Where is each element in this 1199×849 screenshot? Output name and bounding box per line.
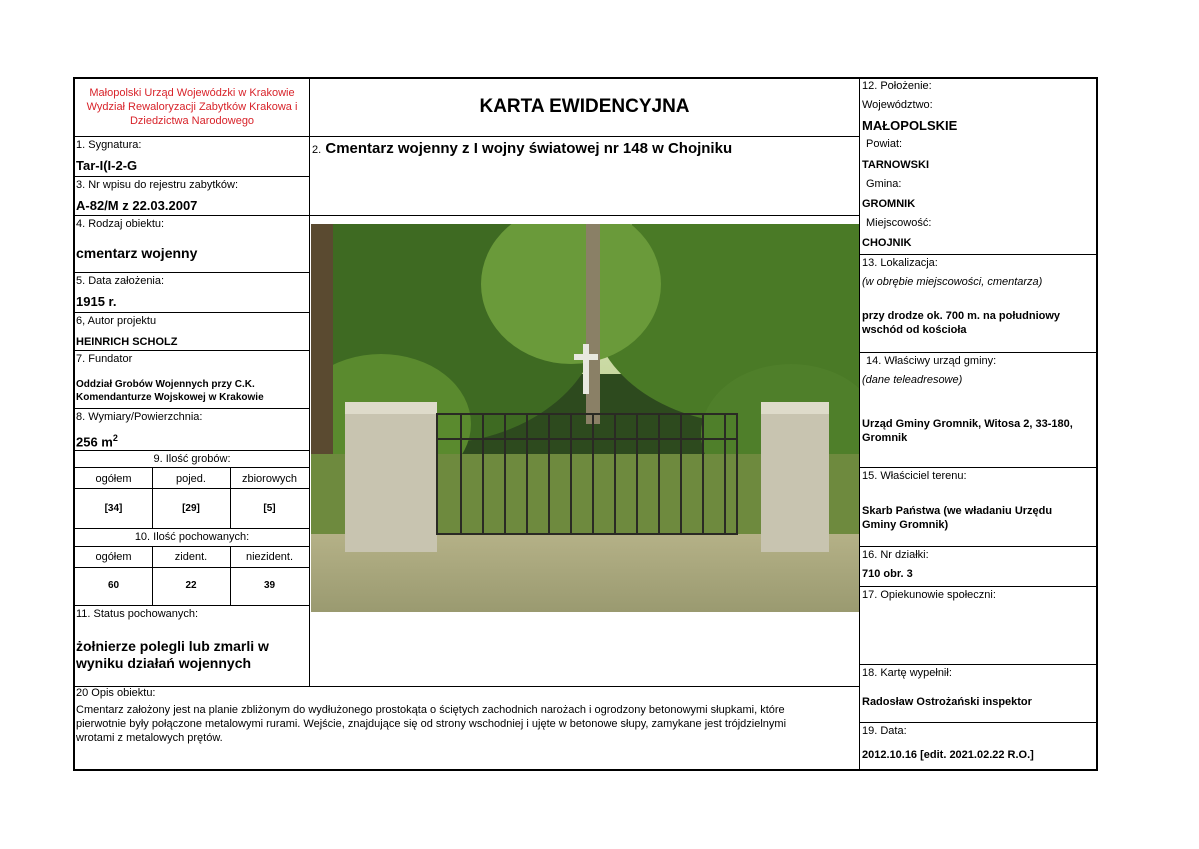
divider	[309, 79, 310, 686]
description-label: 20 Opis obiektu:	[76, 687, 156, 699]
land-owner-value: Skarb Państwa (we władaniu Urzędu Gminy Gromnik)	[862, 505, 1053, 531]
buried-status-label: 11. Status pochowanych:	[76, 608, 199, 620]
object-type-label: 4. Rodzaj obiektu:	[76, 218, 165, 230]
commune-label: Gmina:	[866, 178, 902, 190]
localization-label: 13. Lokalizacja:	[862, 257, 938, 269]
caretakers-label: 17. Opiekunowie społeczni:	[862, 589, 996, 601]
founding-date-label: 5. Data założenia:	[76, 275, 165, 287]
commune-office-value: Urząd Gminy Gromnik, Witosa 2, 33-180, Gromnik	[862, 418, 1073, 444]
graves-collective: [5]	[263, 503, 276, 514]
buried-identified: 22	[185, 580, 197, 591]
signature-value: Tar-I(I-2-G	[76, 158, 138, 173]
localization-value: przy drodze ok. 700 m. na południowy wschód od kościoła	[862, 310, 1061, 336]
graves-header-collective: zbiorowych	[241, 473, 298, 485]
locality-label: Miejscowość:	[866, 217, 932, 229]
graves-header-single: pojed.	[176, 473, 206, 485]
district-value: TARNOWSKI	[862, 159, 930, 171]
page-title: KARTA EWIDENCYJNA	[479, 96, 690, 117]
district-label: Powiat:	[866, 138, 903, 150]
description-text: Cmentarz założony jest na planie zbliżonym do wydłużonego prostokąta o ściętych zachodnich narożach i ogrodzony betonowymi słupkami, które pierwotnie były połączone metalowymi rurami. Wejście, znajdujące się od strony wschodniej i ujęte w betonowe słupy, zamykane jest trójdzielnymi wrotami z metalowych prętów.	[76, 704, 787, 744]
register-label: 3. Nr wpisu do rejestru zabytków:	[76, 179, 239, 191]
commune-office-hint: (dane teleadresowe)	[862, 374, 963, 386]
graves-count-label: 9. Ilość grobów:	[153, 453, 231, 465]
locality-value: CHOJNIK	[862, 237, 912, 249]
institution-name: Małopolski Urząd Wojewódzki w Krakowie Wydział Rewaloryzacji Zabytków Krakowa i Dziedzictwa Narodowego	[86, 87, 298, 127]
commune-value: GROMNIK	[862, 198, 916, 210]
object-type-value: cmentarz wojenny	[76, 245, 198, 261]
founding-date-value: 1915 r.	[76, 294, 117, 309]
cemetery-photo	[311, 224, 859, 612]
buried-header-identified: zident.	[174, 551, 208, 563]
register-value: A-82/M z 22.03.2007	[76, 198, 198, 213]
filled-by-label: 18. Kartę wypełnił:	[862, 667, 952, 679]
date-label: 19. Data:	[862, 725, 907, 737]
founder-label: 7. Fundator	[76, 353, 133, 365]
plot-number-label: 16. Nr działki:	[862, 549, 929, 561]
author-value: HEINRICH SCHOLZ	[76, 336, 178, 348]
buried-header-unidentified: niezident.	[245, 551, 294, 563]
localization-hint: (w obrębie miejscowości, cmentarza)	[862, 276, 1043, 288]
filled-by-value: Radosław Ostrożański inspektor	[862, 696, 1032, 708]
divider	[859, 79, 860, 769]
buried-status-value: żołnierze polegli lub zmarli w wyniku działań wojennych	[76, 638, 269, 671]
buried-header-total: ogółem	[95, 551, 132, 563]
buried-total: 60	[107, 580, 120, 591]
voivodeship-label: Województwo:	[862, 99, 933, 111]
buried-unidentified: 39	[263, 580, 276, 591]
graves-total: [34]	[104, 503, 123, 514]
object-name: 2. Cmentarz wojenny z I wojny światowej nr 148 w Chojniku	[312, 140, 733, 157]
graves-single: [29]	[182, 503, 200, 514]
dimensions-label: 8. Wymiary/Powierzchnia:	[76, 411, 203, 423]
author-label: 6, Autor projektu	[76, 315, 157, 327]
voivodeship-value: MAŁOPOLSKIE	[862, 118, 958, 133]
date-value: 2012.10.16 [edit. 2021.02.22 R.O.]	[862, 749, 1034, 761]
location-label: 12. Położenie:	[862, 80, 932, 92]
dimensions-value: 256 $m^2$	[76, 433, 118, 450]
plot-number-value: 710 obr. 3	[862, 568, 913, 580]
land-owner-label: 15. Właściciel terenu:	[862, 470, 967, 482]
buried-count-label: 10. Ilość pochowanych:	[134, 531, 250, 543]
founder-value: Oddział Grobów Wojennych przy C.K. Komendanturze Wojskowej w Krakowie	[76, 379, 264, 403]
graves-header-total: ogółem	[95, 473, 132, 485]
cemetery-gate-image	[311, 224, 859, 612]
commune-office-label: 14. Właściwy urząd gminy:	[866, 355, 997, 367]
signature-label: 1. Sygnatura:	[76, 139, 142, 151]
